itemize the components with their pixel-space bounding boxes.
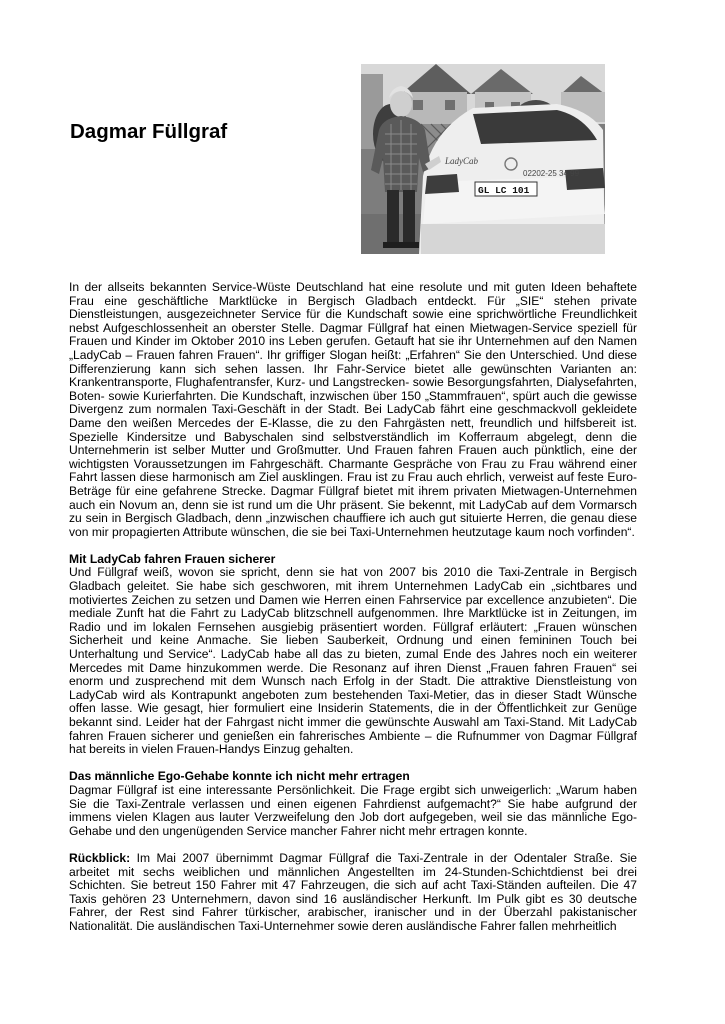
section-heading-2: Das männliche Ego-Gehabe konnte ich nicht mehr ertragen: [69, 769, 410, 784]
section-heading-1: Mit LadyCab fahren Frauen sicherer: [69, 551, 276, 566]
car-sign-text: LadyCab: [445, 156, 479, 166]
portrait-photo: [361, 64, 605, 254]
page-title: Dagmar Füllgraf: [70, 120, 228, 143]
intro-paragraph: In der allseits bekannten Service-Wüste Deutschland hat eine resolute und mit guten Ideen behaftete Frau eine geschäftliche Marktlücke in Bergisch Gladbach entdeckt. Für „SIE“ stehen private Dienstleistungen, ausgezeichneter Service für die Kundschaft sowie eine sprichwörtliche Freundlichkeit nebst Aufgeschlossenheit an oberster Stelle. Dagmar Füllgraf hat einen Mietwagen-Service speziell für Frauen und Kinder im Oktober 2010 ins Leben gerufen. Getauft hat sie ihr Unternehmen auf den Namen „LadyCab – Frauen fahren Frauen“. Ihr griffiger Slogan heißt: „Erfahren“ Sie den Unterschied. Und diese Differenzierung kann sich sehen lassen. Ihr Fahr-Service bietet alle gewünschten Varianten an: Krankentransporte, Flughafentransfer, Kurz- und Langstrecken- sowie Besorgungsfahrten, Dialysefahrten, Boten- sowie Kurierfahrten. Die Kundschaft, inzwischen über 150 „Stammfrauen“, spürt auch die gewisse Divergenz zum normalen Taxi-Geschäft in der Stadt. Bei LadyCab fährt eine geschmackvoll gekleidete Dame den weißen Mercedes der E-Klasse, die zu den Fahrgästen nett, freundlich und hilfsbereit ist. Spezielle Kindersitze und Babyschalen sind selbstverständlich im Kofferraum abgelegt, denn die Unternehmerin ist selber Mutter und Großmutter. Und Frauen fahren Frauen auch pünktlich, eine der wichtigsten Voraussetzungen im Fahrgeschäft. Charmante Gespräche von Frau zu Frau während einer Fahrt lassen diese harmonisch am Ziel ausklingen. Frau ist zu Frau auch ehrlich, verweist auf feste Euro-Beträge für eine gefahrene Strecke. Dagmar Füllgraf bietet mit ihrem privaten Mietwagen-Unternehmen auch ein Novum an, denn sie ist rund um die Uhr präsent. Sie bekennt, mit LadyCab auf dem Vormarsch zu sein in Bergisch Gladbach, denn „inzwischen chauffiere ich auch gut situierte Herren, die genau diese von mir propagierten Attribute wünschen, die sie bei Taxi-Unternehmen heutzutage kaum noch vorfinden“.: [69, 280, 637, 539]
section-paragraph-1: Und Füllgraf weiß, wovon sie spricht, denn sie hat von 2007 bis 2010 die Taxi-Zentrale in Bergisch Gladbach geleitet. Sie habe sich geschworen, mit ihrem Unternehmen LadyCab ein „sichtbares und motiviertes Zeichen zu setzen und Damen wie Herren einen Fahrservice par excellence anzubieten“. Die mediale Zunft hat die Fahrt zu LadyCab blitzschnell aufgenommen. Ihre Marktlücke ist in Zeitungen, im Radio und im lokalen Fernsehen ausgiebig präsentiert worden. Füllgraf erläutert: „Frauen wünschen Sicherheit und keine Anmache. Sie lieben Sauberkeit, Ordnung und einen femininen Touch bei Unterhaltung und Service“. LadyCab habe all das zu bieten, zumal Ende des Jahres noch ein weiterer Mercedes mit Dame hinzukommen werde. Die Resonanz auf ihren Dienst „Frauen fahren Frauen“ sei enorm und zusprechend mit dem Wunsch nach Erfolg in der Stadt. Die attraktive Dienstleistung von LadyCab wird als Kontrapunkt angeboten zum bestehenden Taxi-Metier, das in dieser Stadt Wünsche offen lasse. Wie gesagt, hier formuliert eine Insiderin Statements, die in der Öffentlichkeit zur Genüge bekannt sind. Leider hat der Fahrgast nicht immer die gewünschte Auswahl am Taxi-Stand. Mit LadyCab fahren Frauen sicherer und genießen ein fahrerisches Ambiente – die Rufnummer von Dagmar Füllgraf hat bereits in vielen Frauen-Handys Einzug gehalten.: [69, 565, 637, 757]
section-paragraph-2: Dagmar Füllgraf ist eine interessante Persönlichkeit. Die Frage ergibt sich unweigerlich: „Warum haben Sie die Taxi-Zentrale verlassen und einen eigenen Fahrdienst aufgemacht?“ Sie habe aufgrund der immens vielen Klagen aus lauter Verzweifelung den Job dort aufgegeben, weil sie das männliche Ego-Gehabe und den ungenügenden Service mancher Fahrer nicht mehr ertragen konnte.: [69, 782, 637, 838]
section-paragraph-3: [69, 852, 637, 934]
car-phone-text: 02202-25 34 99: [523, 169, 580, 178]
article-body: [69, 281, 637, 934]
license-plate-text: GL LC 101: [478, 185, 530, 196]
rueckblick-text: Im Mai 2007 übernimmt Dagmar Füllgraf die Taxi-Zentrale in der Odentaler Straße. Sie arbeitet mit sechs weiblichen und männlichen Angestellten im 24-Stunden-Schichtdienst bei drei Schichten. Sie betreut 150 Fahrer mit 47 Fahrzeugen, die sich auf acht Taxi-Ständen aufteilen. Die 47 Taxis gehören 23 Unternehmern, davon sind 16 ausländischer Herkunft. Im Pulk gibt es 30 deutsche Fahrer, der Rest sind Fahrer türkischer, arabischer, iranischer und in der Überzahl pakistanischer Nationalität. Die ausländischen Taxi-Unternehmer sowie deren ausländische Fahrer fallen mehrheitlich: [69, 850, 637, 933]
rueckblick-label: Rückblick:: [69, 850, 131, 865]
